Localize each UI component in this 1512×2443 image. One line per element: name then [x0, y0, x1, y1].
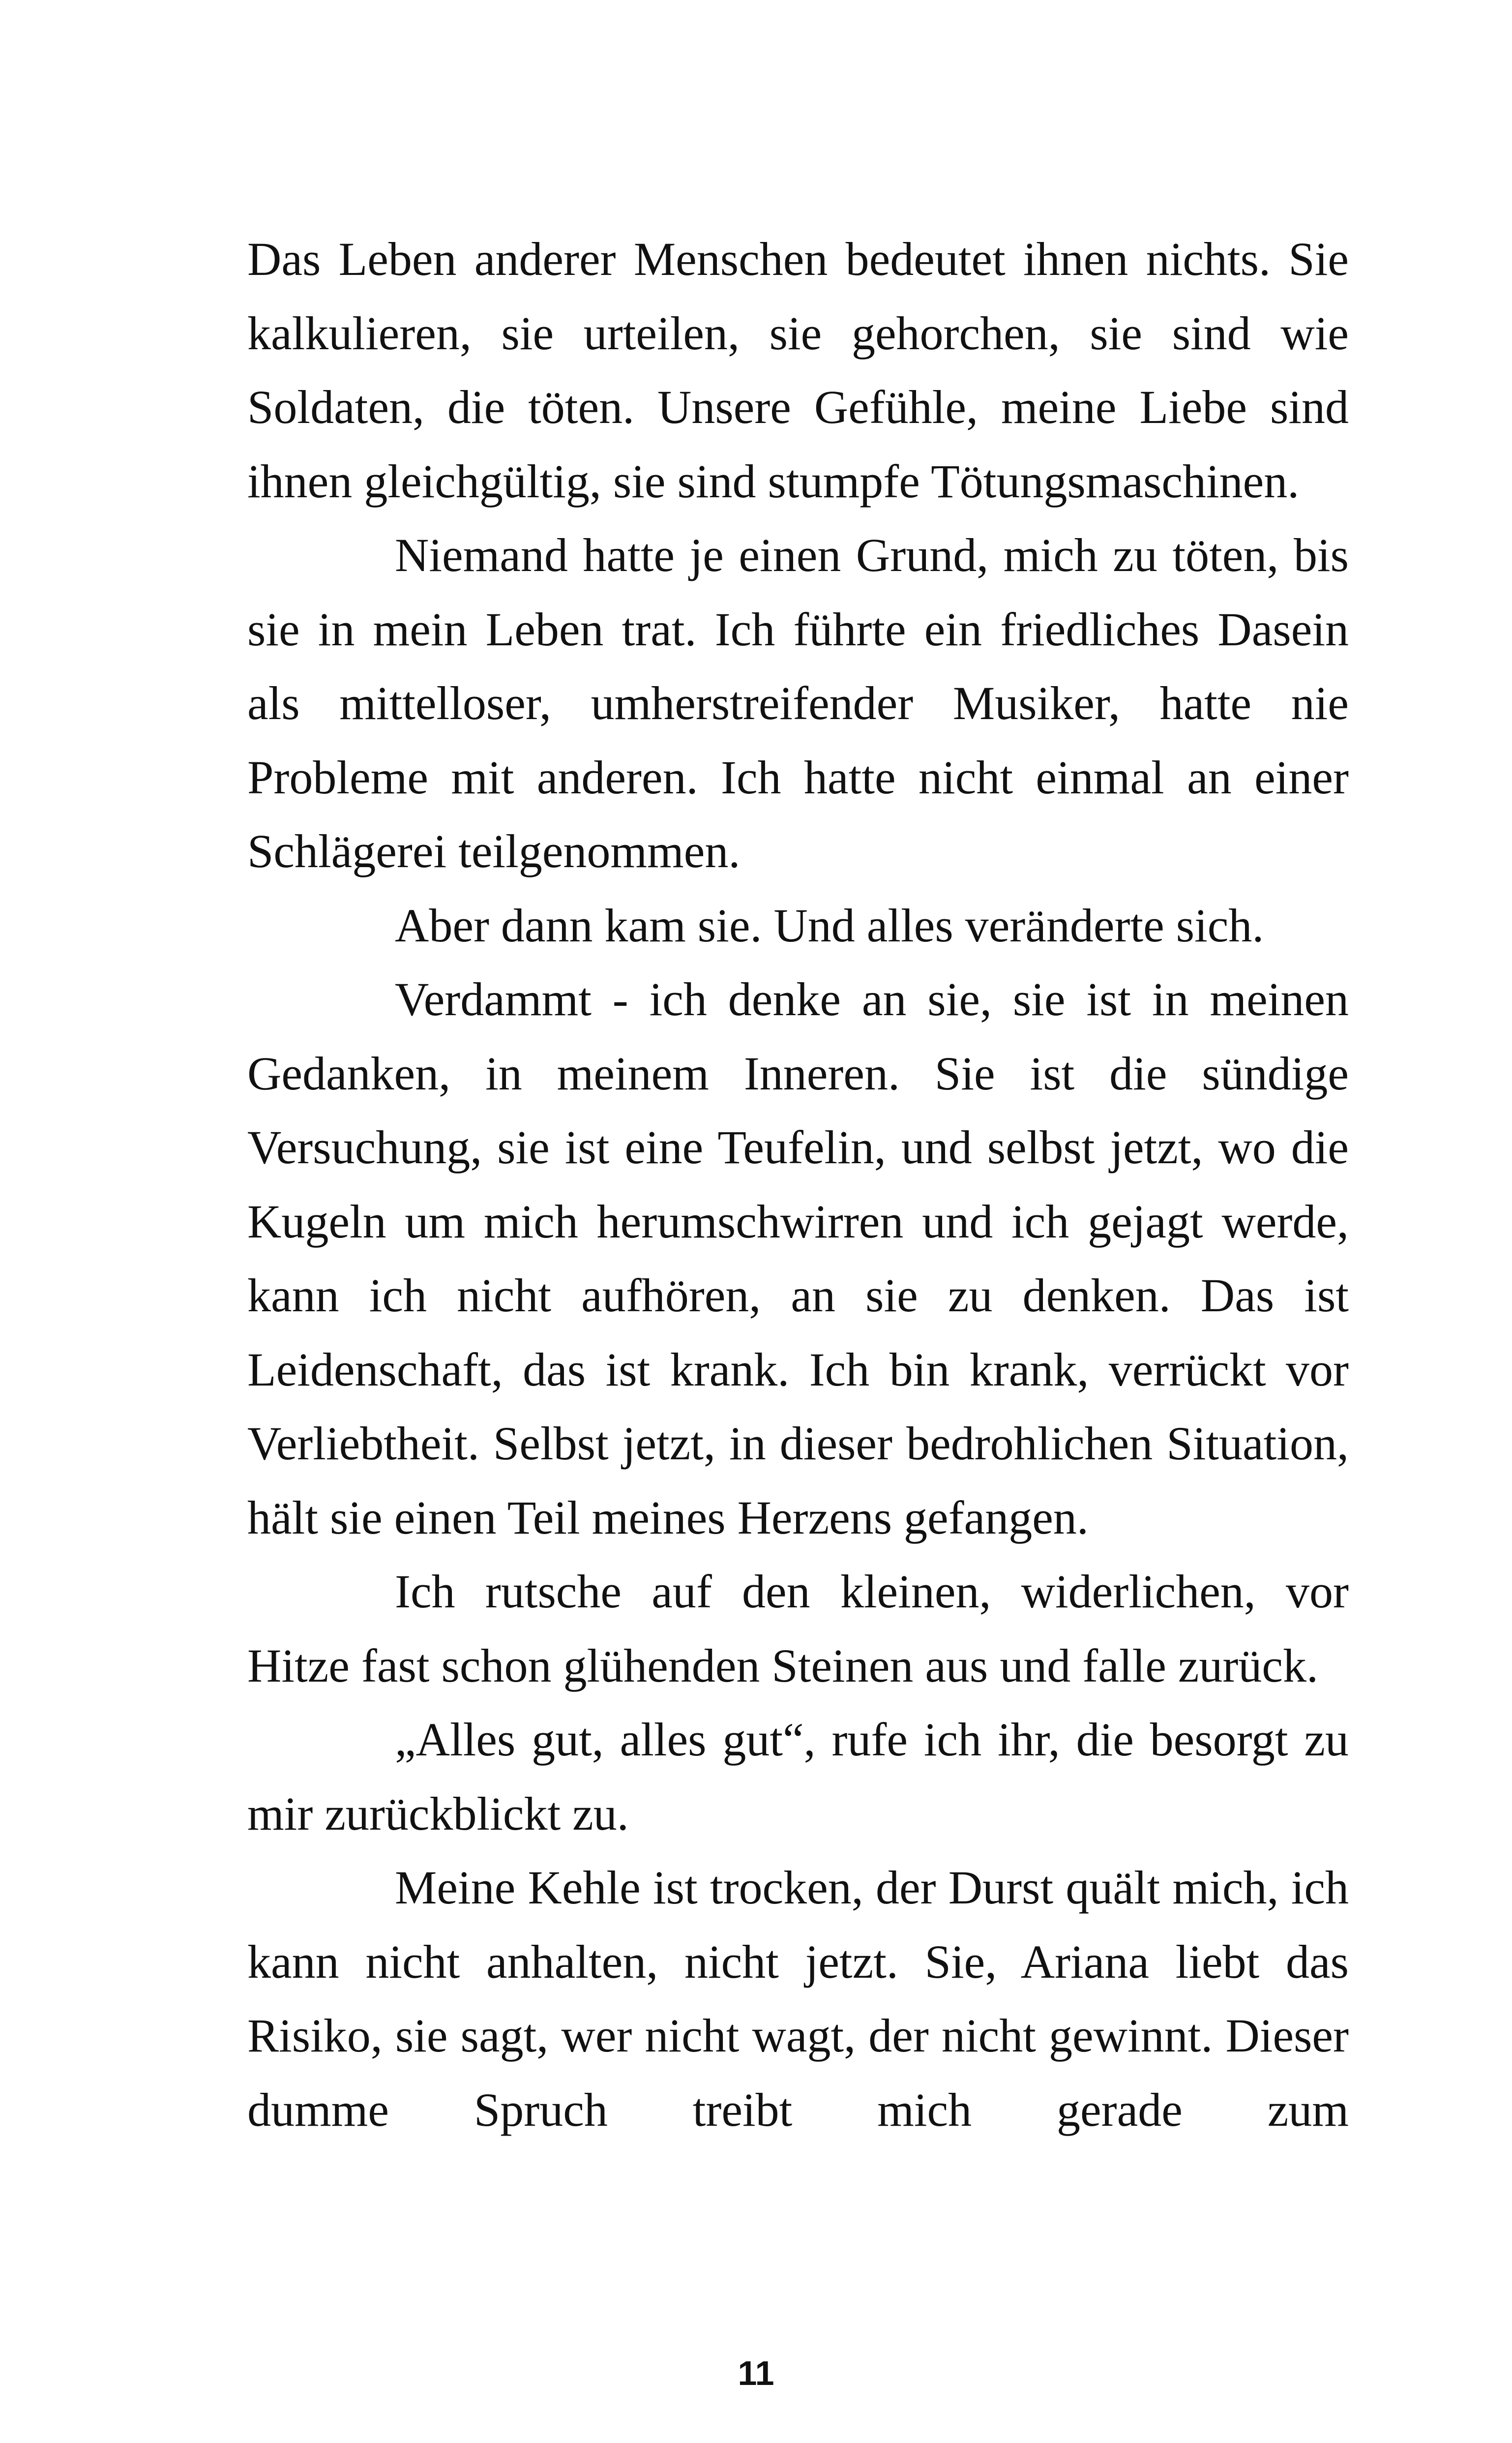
paragraph-last: Meine Kehle ist trocken, der Durst quält mich, ich kann nicht anhalten, nicht jetzt. Sie, Ariana liebt das Risiko, sie sagt, wer nicht wagt, der nicht gewinnt. Dieser dumme Spruch treibt mich gerade zum: [247, 1861, 1349, 2136]
paragraph: Das Leben anderer Menschen bedeutet ihnen nichts. Sie kalkulieren, sie urteilen, sie gehorchen, sie sind wie Soldaten, die töten. Unsere Gefühle, meine Liebe sind ihnen gleichgültig, sie sind stumpfe Tötungsmaschinen.: [247, 233, 1349, 508]
paragraph: Ich rutsche auf den kleinen, widerlichen, vor Hitze fast schon glühenden Steinen aus und falle zurück.: [247, 1565, 1349, 1692]
paragraph: Aber dann kam sie. Und alles veränderte sich.: [395, 899, 1264, 952]
paragraph: „Alles gut, alles gut“, rufe ich ihr, die besorgt zu mir zurückblickt zu.: [247, 1713, 1349, 1840]
page-number: 11: [738, 2354, 774, 2392]
paragraph: Niemand hatte je einen Grund, mich zu töten, bis sie in mein Leben trat. Ich führte ein friedliches Dasein als mittelloser, umherstreifender Musiker, hatte nie Probleme mit anderen. Ich hatte nicht einmal an einer Schlägerei teilgenommen.: [247, 529, 1349, 877]
paragraph: Verdammt - ich denke an sie, sie ist in meinen Gedanken, in meinem Inneren. Sie ist die sündige Versuchung, sie ist eine Teufelin, und selbst jetzt, wo die Kugeln um mich herumschwirren und ich gejagt werde, kann ich nicht aufhören, an sie zu denken. Das ist Leidenschaft, das ist krank. Ich bin krank, verrückt vor Verliebtheit. Selbst jetzt, in dieser bedrohlichen Situation, hält sie einen Teil meines Herzens gefangen.: [247, 973, 1349, 1544]
body-text: [247, 222, 1349, 2147]
